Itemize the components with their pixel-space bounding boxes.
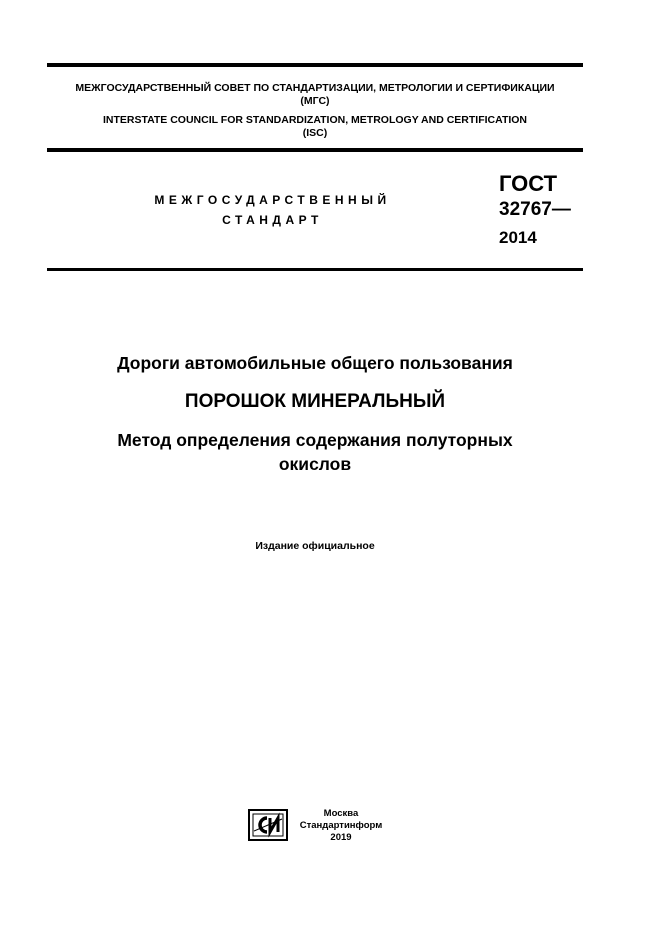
publisher-name: Стандартинформ: [299, 820, 383, 831]
standard-bottom-rule: [47, 268, 583, 271]
council-name-ru: МЕЖГОСУДАРСТВЕННЫЙ СОВЕТ ПО СТАНДАРТИЗАЦИИ, МЕТРОЛОГИИ И СЕРТИФИКАЦИИ: [75, 82, 555, 94]
publisher-city: Москва: [323, 808, 359, 819]
gost-label: ГОСТ: [499, 171, 558, 196]
standartinform-logo-icon: [248, 809, 288, 841]
top-rule: [47, 63, 583, 67]
edition-label: Издание официальное: [255, 540, 375, 552]
publisher-year: 2019: [330, 832, 352, 843]
document-title-line1: Дороги автомобильные общего пользования: [117, 353, 513, 373]
document-title-line4: окислов: [278, 454, 352, 474]
standard-type-line2: СТАНДАРТ: [222, 213, 323, 227]
gost-year: 2014: [499, 228, 537, 247]
council-abbr-en: (ISC): [302, 127, 328, 139]
document-title-line2: ПОРОШОК МИНЕРАЛЬНЫЙ: [184, 391, 446, 412]
header-bottom-rule: [47, 148, 583, 152]
council-name-en: INTERSTATE COUNCIL FOR STANDARDIZATION, METROLOGY AND CERTIFICATION: [102, 114, 528, 126]
council-abbr-ru: (МГС): [300, 95, 330, 107]
document-title-line3: Метод определения содержания полуторных: [117, 430, 513, 450]
gost-number: 32767—: [499, 199, 571, 220]
standard-type-line1: МЕЖГОСУДАРСТВЕННЫЙ: [154, 193, 391, 207]
